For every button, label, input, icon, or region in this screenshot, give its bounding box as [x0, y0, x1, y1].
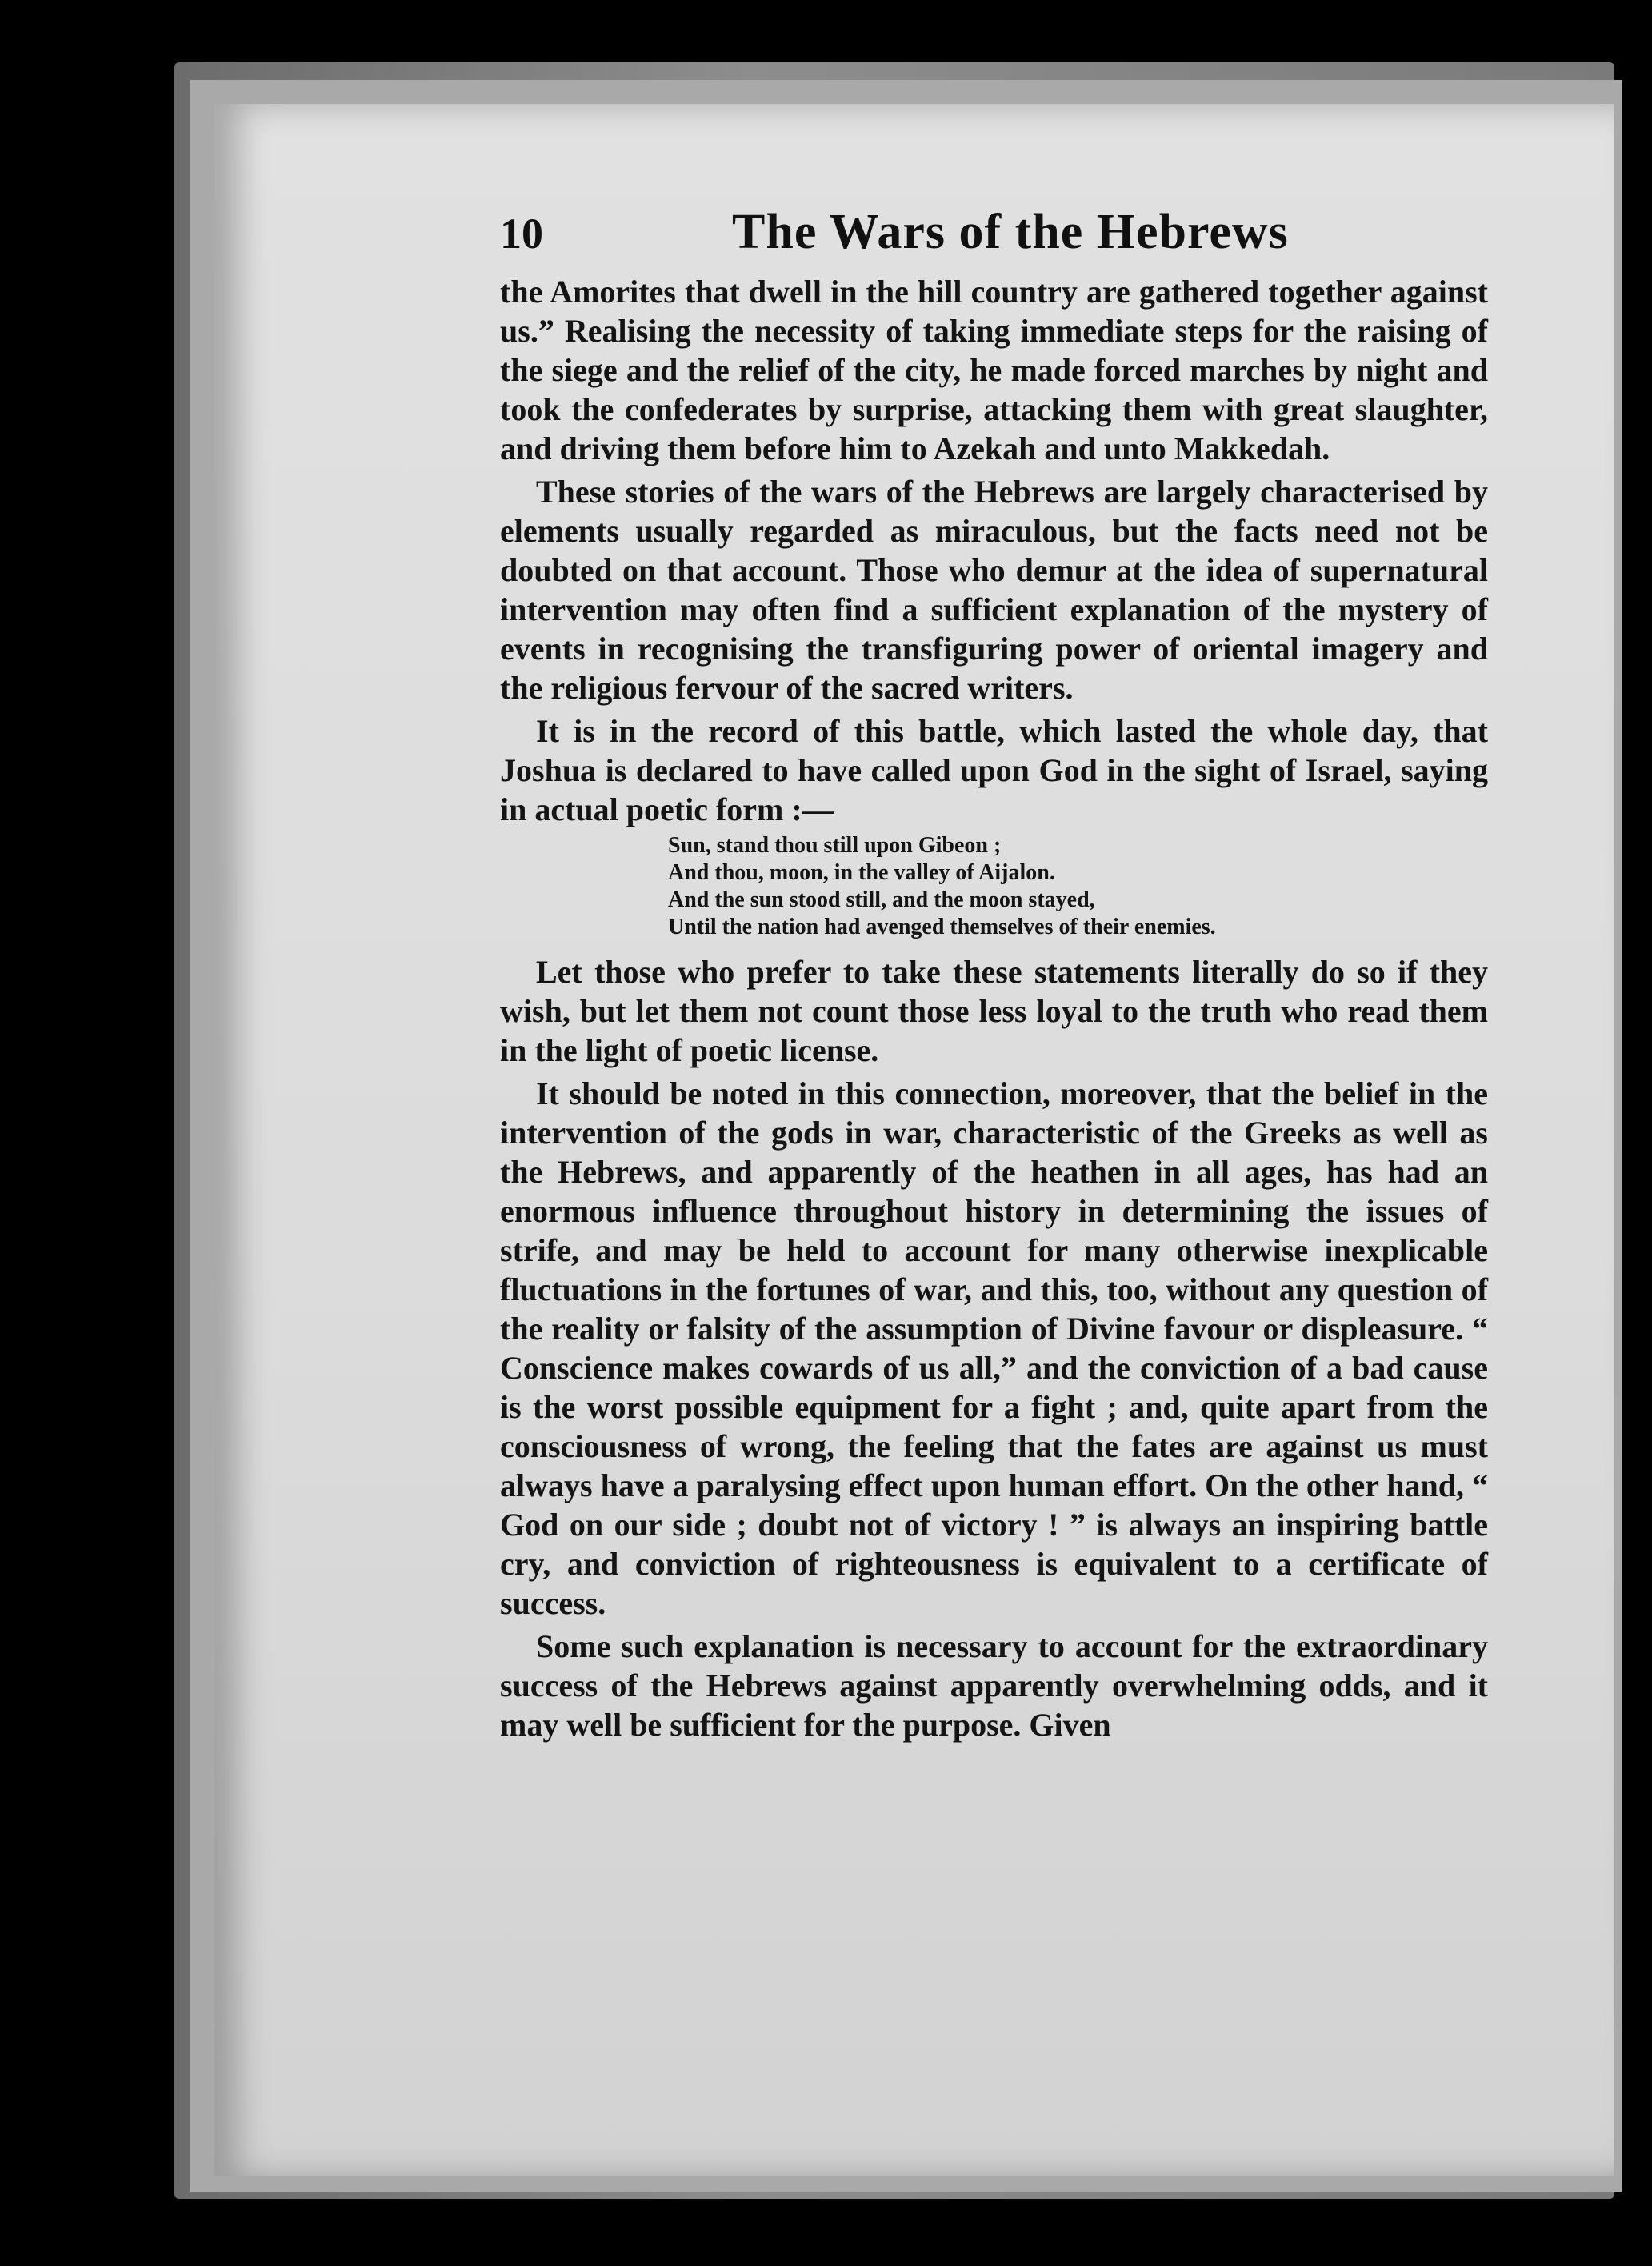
paragraph: These stories of the wars of the Hebrews are largely characterised by elements usually regarded as miraculous, but the facts need not be doubted on that account. Those who demur at the idea of supernatural intervention may often find a sufficient explanation of the mystery of events in recognising the transfiguring power of oriental imagery and the religious fervour of the sacred writers.: [500, 474, 1488, 706]
poem-line: And thou, moon, in the valley of Aijalon.: [668, 860, 1055, 885]
page-header: [500, 204, 1496, 276]
poem-quote: [668, 832, 1488, 941]
page-number: 10: [500, 210, 543, 258]
poem-line: And the sun stood still, and the moon stayed,: [668, 887, 1095, 912]
paragraph: Let those who prefer to take these statements literally do so if they wish, but let them not count those less loyal to the truth who read them in the light of poetic license.: [500, 954, 1488, 1068]
paragraph: the Amorites that dwell in the hill country are gathered together against us.” Realising the necessity of taking immediate steps for the raising of the siege and the relief of the city, he made forced marches by night and took the confederates by surprise, attacking them with great slaughter, and driving them before him to Azekah and unto Makkedah.: [500, 274, 1488, 466]
poem-line: Sun, stand thou still upon Gibeon ;: [668, 833, 1002, 858]
paragraph: It is in the record of this battle, which lasted the whole day, that Joshua is declared to have called upon God in the sight of Israel, saying in actual poetic form :—: [500, 713, 1488, 827]
paragraph: It should be noted in this connection, moreover, that the belief in the intervention of the gods in war, characteristic of the Greeks as well as the Hebrews, and apparently of the heathen in all ages, has had an enormous influence throughout history in determining the issues of strife, and may be held to account for many otherwise inexplicable fluctuations in the fortunes of war, and this, too, without any question of the reality or falsity of the assumption of Divine favour or displeasure. “ Conscience makes cowards of us all,” and the conviction of a bad cause is the worst possible equipment for a fight ; and, quite apart from the consciousness of wrong, the feeling that the fates are against us must always have a paralysing effect upon human effort. On the other hand, “ God on our side ; doubt not of victory ! ” is always an inspiring battle cry, and conviction of righteousness is equivalent to a certificate of success.: [500, 1075, 1488, 1621]
body-text: [500, 272, 1488, 1744]
running-title: The Wars of the Hebrews: [732, 205, 1289, 259]
poem-line: Until the nation had avenged themselves of their enemies.: [668, 915, 1216, 939]
paragraph: Some such explanation is necessary to account for the extraordinary success of the Hebrews against apparently overwhelming odds, and it may well be sufficient for the purpose. Given: [500, 1628, 1488, 1743]
